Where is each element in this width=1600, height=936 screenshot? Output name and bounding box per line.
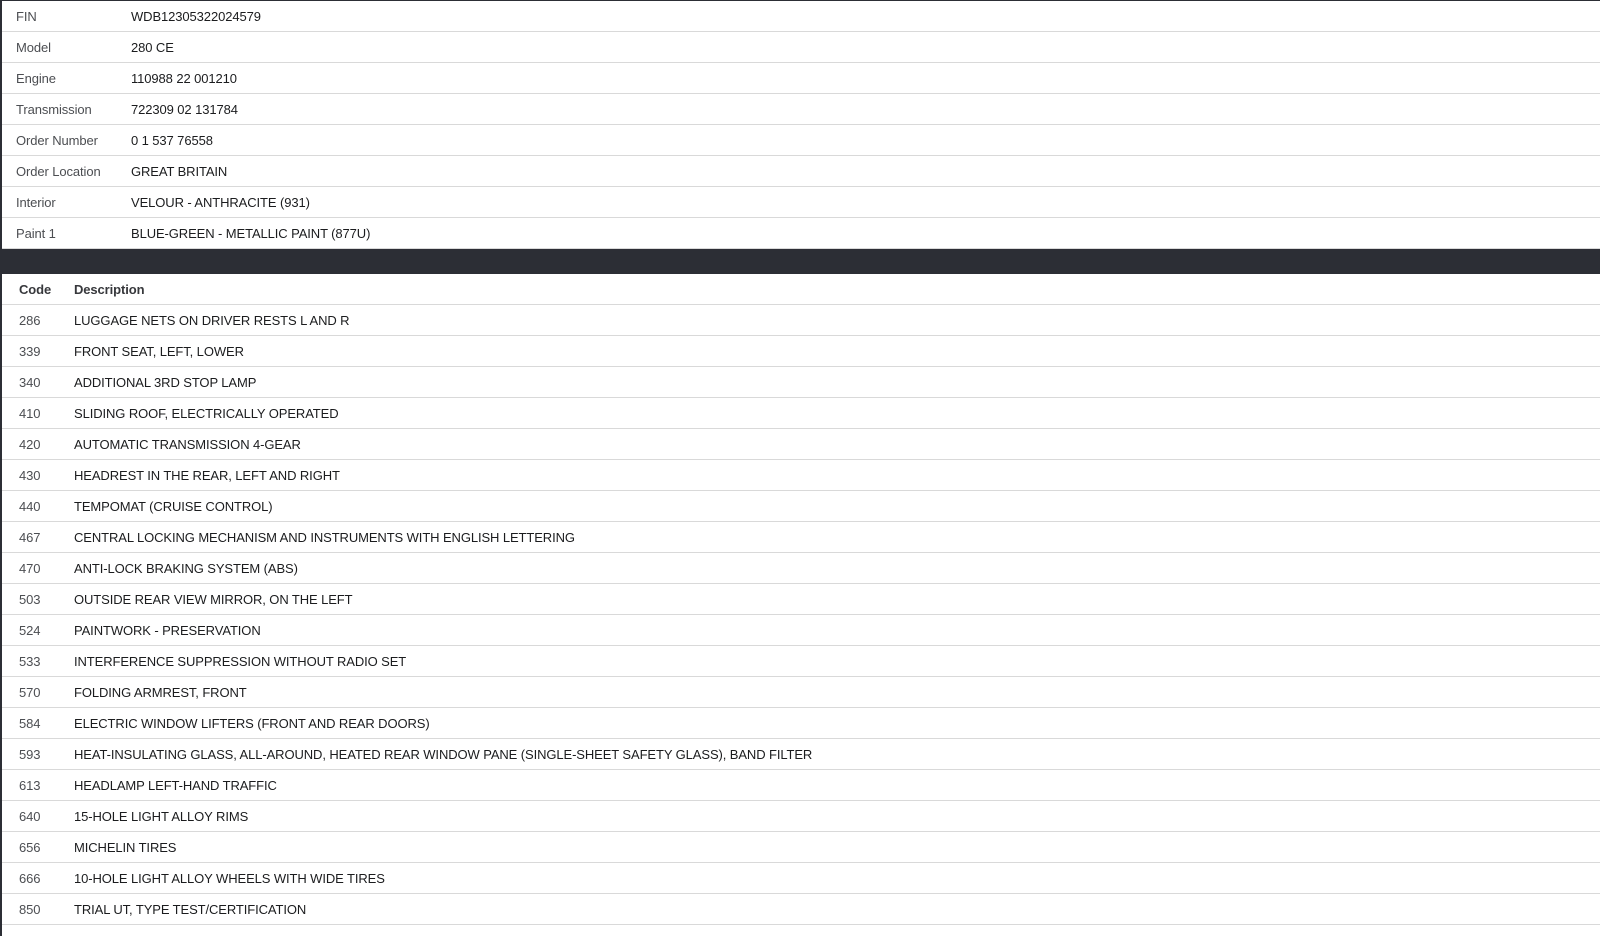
option-code-row [2, 429, 1600, 460]
option-description: ELECTRIC WINDOW LIFTERS (FRONT AND REAR DOORS) [74, 708, 1600, 739]
field-label: Interior [2, 187, 131, 218]
option-code: 430 [2, 460, 74, 491]
option-code: 613 [2, 770, 74, 801]
option-code: 584 [2, 708, 74, 739]
option-description: ADDITIONAL 3RD STOP LAMP [74, 367, 1600, 398]
option-code: 524 [2, 615, 74, 646]
option-description: LUGGAGE NETS ON DRIVER RESTS L AND R [74, 305, 1600, 336]
field-label: Model [2, 32, 131, 63]
option-codes-header-row [2, 274, 1600, 305]
option-code: 340 [2, 367, 74, 398]
option-description: AUTOMATIC TRANSMISSION 4-GEAR [74, 429, 1600, 460]
field-label: Engine [2, 63, 131, 94]
option-description: INTERFERENCE SUPPRESSION WITHOUT RADIO SET [74, 646, 1600, 677]
option-code-row [2, 336, 1600, 367]
option-code-row [2, 367, 1600, 398]
option-description: OUTSIDE REAR VIEW MIRROR, ON THE LEFT [74, 584, 1600, 615]
option-description: CENTRAL LOCKING MECHANISM AND INSTRUMENTS WITH ENGLISH LETTERING [74, 522, 1600, 553]
option-code-row [2, 491, 1600, 522]
option-code-row [2, 770, 1600, 801]
vehicle-info-row [2, 125, 1600, 156]
option-code-row [2, 677, 1600, 708]
field-value: WDB12305322024579 [131, 1, 1600, 32]
field-label: Order Number [2, 125, 131, 156]
option-description: FOLDING ARMREST, FRONT [74, 677, 1600, 708]
description-column-header: Description [74, 274, 1600, 305]
option-codes-body [2, 305, 1600, 925]
option-description: 10-HOLE LIGHT ALLOY WHEELS WITH WIDE TIRES [74, 863, 1600, 894]
option-codes-panel [2, 274, 1600, 936]
option-codes-table [2, 274, 1600, 925]
vehicle-info-row [2, 32, 1600, 63]
option-code-row [2, 522, 1600, 553]
option-code: 533 [2, 646, 74, 677]
option-code-row [2, 553, 1600, 584]
field-value: VELOUR - ANTHRACITE (931) [131, 187, 1600, 218]
option-description: PAINTWORK - PRESERVATION [74, 615, 1600, 646]
vehicle-info-row [2, 156, 1600, 187]
field-label: Paint 1 [2, 218, 131, 249]
option-codes-header [2, 274, 1600, 305]
option-code: 656 [2, 832, 74, 863]
option-code-row [2, 615, 1600, 646]
option-code: 640 [2, 801, 74, 832]
vehicle-info-table [2, 1, 1600, 249]
option-code-row [2, 584, 1600, 615]
field-label: Order Location [2, 156, 131, 187]
option-description: MICHELIN TIRES [74, 832, 1600, 863]
option-code: 467 [2, 522, 74, 553]
option-code: 570 [2, 677, 74, 708]
option-code-row [2, 708, 1600, 739]
option-code-row [2, 801, 1600, 832]
option-code-row [2, 646, 1600, 677]
option-code-row [2, 894, 1600, 925]
option-code: 470 [2, 553, 74, 584]
vehicle-info-row [2, 218, 1600, 249]
field-value: 722309 02 131784 [131, 94, 1600, 125]
option-code: 410 [2, 398, 74, 429]
field-value: 280 CE [131, 32, 1600, 63]
option-code: 420 [2, 429, 74, 460]
option-code-row [2, 739, 1600, 770]
option-code-row [2, 398, 1600, 429]
option-code-row [2, 460, 1600, 491]
option-code-row [2, 305, 1600, 336]
option-description: 15-HOLE LIGHT ALLOY RIMS [74, 801, 1600, 832]
option-code-row [2, 863, 1600, 894]
vehicle-info-row [2, 63, 1600, 94]
code-column-header: Code [2, 274, 74, 305]
option-code: 850 [2, 894, 74, 925]
vehicle-info-row [2, 94, 1600, 125]
option-description: HEADLAMP LEFT-HAND TRAFFIC [74, 770, 1600, 801]
option-description: TEMPOMAT (CRUISE CONTROL) [74, 491, 1600, 522]
option-code: 286 [2, 305, 74, 336]
option-description: ANTI-LOCK BRAKING SYSTEM (ABS) [74, 553, 1600, 584]
datacard-page [2, 1, 1600, 936]
option-code: 440 [2, 491, 74, 522]
vehicle-info-body [2, 1, 1600, 249]
field-label: FIN [2, 1, 131, 32]
field-value: GREAT BRITAIN [131, 156, 1600, 187]
option-description: HEAT-INSULATING GLASS, ALL-AROUND, HEATED REAR WINDOW PANE (SINGLE-SHEET SAFETY GLASS), BAND FILTER [74, 739, 1600, 770]
field-value: 110988 22 001210 [131, 63, 1600, 94]
vehicle-info-row [2, 187, 1600, 218]
field-value: BLUE-GREEN - METALLIC PAINT (877U) [131, 218, 1600, 249]
option-code: 593 [2, 739, 74, 770]
option-description: HEADREST IN THE REAR, LEFT AND RIGHT [74, 460, 1600, 491]
option-description: SLIDING ROOF, ELECTRICALLY OPERATED [74, 398, 1600, 429]
field-value: 0 1 537 76558 [131, 125, 1600, 156]
option-description: FRONT SEAT, LEFT, LOWER [74, 336, 1600, 367]
option-code: 666 [2, 863, 74, 894]
field-label: Transmission [2, 94, 131, 125]
vehicle-info-row [2, 1, 1600, 32]
vehicle-info-panel [2, 1, 1600, 249]
option-code: 503 [2, 584, 74, 615]
option-code-row [2, 832, 1600, 863]
section-divider-band [2, 249, 1600, 274]
option-code: 339 [2, 336, 74, 367]
option-description: TRIAL UT, TYPE TEST/CERTIFICATION [74, 894, 1600, 925]
